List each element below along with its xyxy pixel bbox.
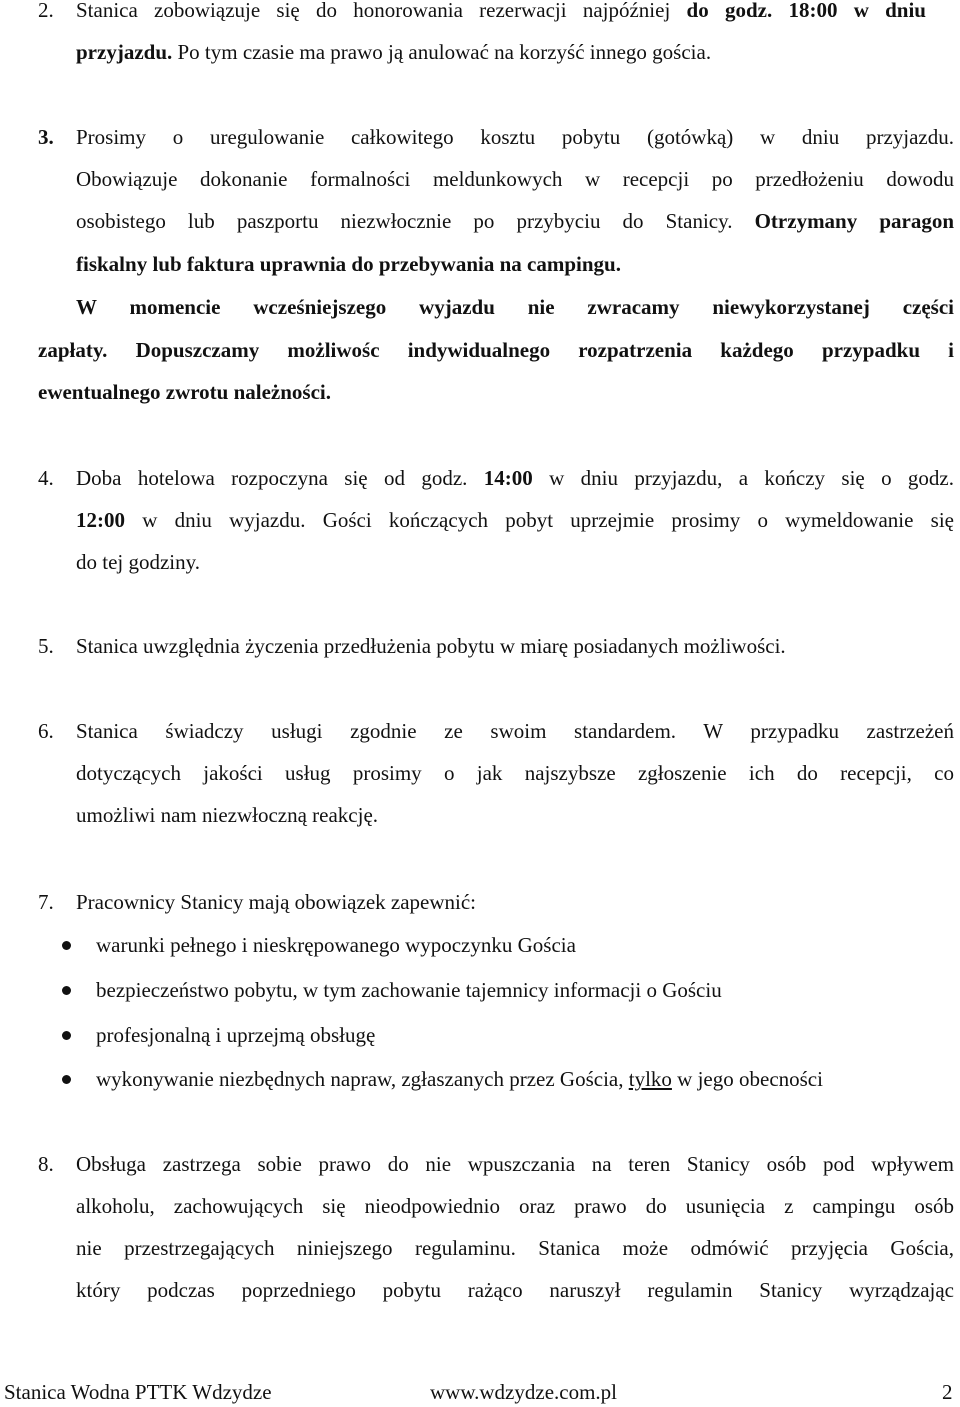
paragraph-line: do tej godziny.: [76, 550, 201, 574]
list-item: warunki pełnego i nieskrępowanego wypoczynku Gościa: [96, 933, 576, 957]
paragraph-line: Pracownicy Stanicy mają obowiązek zapewnić:: [76, 890, 477, 914]
bullet-icon: [62, 941, 71, 950]
paragraph-line: Prosimy o uregulowanie całkowitego kosztu pobytu (gotówką) w dniu przyjazdu.: [76, 125, 954, 149]
paragraph-line: Stanica świadczy usługi zgodnie ze swoim standardem. W przypadku zastrzeżeń: [76, 719, 954, 743]
bullet-icon: [62, 986, 71, 995]
item-number: 5.: [38, 634, 54, 658]
paragraph-line: 12:00 w dniu wyjazdu. Gości kończących pobyt uprzejmie prosimy o wymeldowanie się: [76, 508, 954, 532]
paragraph-line: fiskalny lub faktura uprawnia do przebywania na campingu.: [76, 252, 621, 276]
paragraph-line: Obowiązuje dokonanie formalności meldunkowych w recepcji po przedłożeniu dowodu: [76, 167, 954, 191]
item-number: 2.: [38, 0, 54, 22]
footer-organization: Stanica Wodna PTTK Wdzydze: [4, 1380, 272, 1404]
bullet-icon: [62, 1075, 71, 1084]
list-item: profesjonalną i uprzejmą obsługę: [96, 1023, 376, 1047]
paragraph-line: Stanica uwzględnia życzenia przedłużenia pobytu w miarę posiadanych możliwości.: [76, 634, 786, 658]
paragraph-line: umożliwi nam niezwłoczną reakcję.: [76, 803, 379, 827]
item-number: 7.: [38, 890, 54, 914]
paragraph-line: osobistego lub paszportu niezwłocznie po przybyciu do Stanicy. Otrzymany paragon: [76, 209, 954, 233]
paragraph-line: Stanica zobowiązuje się do honorowania rezerwacji najpóźniej do godz. 18:00 w dniu: [76, 0, 926, 22]
list-item: bezpieczeństwo pobytu, w tym zachowanie tajemnicy informacji o Gościu: [96, 978, 722, 1002]
paragraph-line: Doba hotelowa rozpoczyna się od godz. 14:00 w dniu przyjazdu, a kończy się o godz.: [76, 466, 954, 490]
paragraph-line: nie przestrzegających niniejszego regulaminu. Stanica może odmówić przyjęcia Gościa,: [76, 1236, 954, 1260]
paragraph-line: który podczas poprzedniego pobytu rażąco naruszył regulamin Stanicy wyrządzając: [76, 1278, 954, 1302]
item-number: 4.: [38, 466, 54, 490]
item-number: 3.: [38, 125, 54, 149]
footer-website: www.wdzydze.com.pl: [430, 1380, 618, 1404]
item-number: 8.: [38, 1152, 54, 1176]
paragraph-line: zapłaty. Dopuszczamy możliwośc indywidualnego rozpatrzenia każdego przypadku i: [38, 338, 954, 362]
list-item: wykonywanie niezbędnych napraw, zgłaszanych przez Gościa, tylko w jego obecności: [96, 1067, 823, 1091]
paragraph-line: W momencie wcześniejszego wyjazdu nie zwracamy niewykorzystanej części: [76, 295, 954, 319]
item-number: 6.: [38, 719, 54, 743]
bullet-icon: [62, 1031, 71, 1040]
paragraph-line: ewentualnego zwrotu należności.: [38, 380, 332, 404]
paragraph-line: przyjazdu. Po tym czasie ma prawo ją anulować na korzyść innego gościa.: [76, 40, 712, 64]
paragraph-line: alkoholu, zachowujących się nieodpowiednio oraz prawo do usunięcia z campingu osób: [76, 1194, 954, 1218]
paragraph-line: dotyczących jakości usług prosimy o jak najszybsze zgłoszenie ich do recepcji, co: [76, 761, 954, 785]
page-number: 2: [942, 1380, 953, 1404]
paragraph-line: Obsługa zastrzega sobie prawo do nie wpuszczania na teren Stanicy osób pod wpływem: [76, 1152, 954, 1176]
